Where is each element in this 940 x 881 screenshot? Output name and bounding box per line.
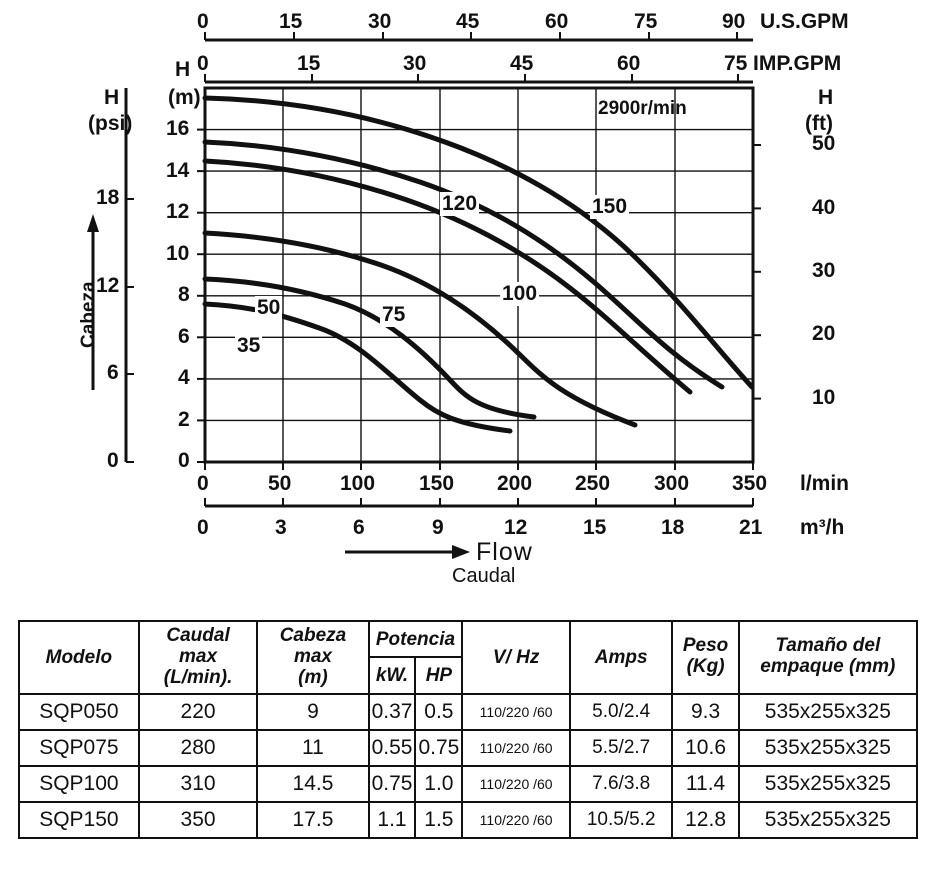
cell-peso: 12.8 <box>672 802 738 838</box>
tick-psi-6: 6 <box>107 361 119 384</box>
tick-lmin-0: 0 <box>197 472 209 495</box>
axis-unit-m3h: m³/h <box>800 516 845 539</box>
axis-title-psi-h: H <box>104 86 120 109</box>
curve-label-150: 150 <box>592 195 628 218</box>
tick-lmin-50: 50 <box>268 472 292 495</box>
cell-cabeza: 9 <box>257 694 368 730</box>
cell-vhz: 110/220 /60 <box>462 694 570 730</box>
axis-title-m-h: H <box>175 58 191 81</box>
cell-vhz: 110/220 /60 <box>462 766 570 802</box>
cell-peso: 11.4 <box>672 766 738 802</box>
tick-usgpm-45: 45 <box>456 10 480 33</box>
tick-m3h-0: 0 <box>197 516 209 539</box>
cell-amps: 5.5/2.7 <box>570 730 673 766</box>
tick-m3h-6: 6 <box>353 516 365 539</box>
cell-hp: 0.75 <box>415 730 462 766</box>
axis-unit-lmin: l/min <box>800 472 850 495</box>
col-cabeza-max-l3: (m) <box>298 666 328 688</box>
tick-m-6: 6 <box>178 325 190 348</box>
cell-caudal: 280 <box>139 730 258 766</box>
col-cabeza-max-l2: max <box>293 645 332 667</box>
tick-usgpm-30: 30 <box>368 10 392 33</box>
cell-amps: 5.0/2.4 <box>570 694 673 730</box>
tick-m-0: 0 <box>178 449 190 472</box>
curve-label-100: 100 <box>502 282 538 305</box>
col-caudal-max-l1: Caudal <box>166 625 230 646</box>
cell-caudal: 350 <box>139 802 258 838</box>
col-potencia: Potencia <box>369 621 463 657</box>
tick-lmin-300: 300 <box>654 472 690 495</box>
tick-impgpm-30: 30 <box>403 52 427 75</box>
tick-m3h-21: 21 <box>739 516 763 539</box>
col-amps: Amps <box>570 621 673 694</box>
tick-usgpm-90: 90 <box>722 10 746 33</box>
cell-caudal: 310 <box>139 766 258 802</box>
flow-label: Flow <box>476 538 533 566</box>
tick-lmin-100: 100 <box>340 472 376 495</box>
tick-usgpm-15: 15 <box>279 10 303 33</box>
tick-m3h-18: 18 <box>661 516 685 539</box>
col-peso-l2: (Kg) <box>686 656 725 678</box>
table-row <box>19 766 917 802</box>
curve-label-35: 35 <box>237 334 261 357</box>
cell-vhz: 110/220 /60 <box>462 802 570 838</box>
cell-amps: 10.5/5.2 <box>570 802 673 838</box>
cell-peso: 10.6 <box>672 730 738 766</box>
cell-kw: 0.75 <box>369 766 416 802</box>
cell-peso: 9.3 <box>672 694 738 730</box>
rpm-badge: 2900r/min <box>598 98 687 119</box>
col-tamano-l2: empaque (mm) <box>760 656 896 678</box>
cell-vhz: 110/220 /60 <box>462 730 570 766</box>
axis-title-ft-h: H <box>818 86 834 109</box>
tick-m3h-15: 15 <box>583 516 607 539</box>
tick-usgpm-60: 60 <box>545 10 569 33</box>
cell-amps: 7.6/3.8 <box>570 766 673 802</box>
curve-label-50: 50 <box>257 296 281 319</box>
table-header <box>19 621 917 694</box>
cell-cabeza: 11 <box>257 730 368 766</box>
col-cabeza-max <box>257 621 368 694</box>
axis-title-ft-unit: (ft) <box>805 112 833 135</box>
col-modelo: Modelo <box>19 621 139 694</box>
cell-tamano: 535x255x325 <box>739 730 917 766</box>
cell-caudal: 220 <box>139 694 258 730</box>
axis-title-psi-unit: (psi) <box>88 112 133 135</box>
table-header-row <box>19 621 917 657</box>
cell-modelo: SQP150 <box>19 802 139 838</box>
tick-lmin-250: 250 <box>575 472 611 495</box>
tick-m3h-12: 12 <box>504 516 528 539</box>
cell-hp: 1.0 <box>415 766 462 802</box>
tick-impgpm-45: 45 <box>510 52 534 75</box>
table-row <box>19 694 917 730</box>
col-hp: HP <box>415 657 462 693</box>
tick-psi-18: 18 <box>96 186 120 209</box>
table-body <box>19 694 917 838</box>
col-caudal-max-l3: (L/min). <box>163 666 233 688</box>
table-row <box>19 802 917 838</box>
tick-ft-40: 40 <box>812 196 836 219</box>
col-peso-l1: Peso <box>682 635 729 657</box>
tick-psi-0: 0 <box>107 449 119 472</box>
tick-ft-50: 50 <box>812 132 836 155</box>
col-tamano <box>739 621 917 694</box>
tick-ft-30: 30 <box>812 259 836 282</box>
tick-lmin-200: 200 <box>497 472 533 495</box>
axis-label-cabeza: Cabeza <box>78 281 99 348</box>
tick-m3h-3: 3 <box>275 516 287 539</box>
axis-unit-usgpm: U.S.GPM <box>760 10 849 33</box>
col-peso <box>672 621 738 694</box>
tick-m-8: 8 <box>178 283 190 306</box>
specifications-table <box>18 620 918 839</box>
tick-impgpm-15: 15 <box>297 52 321 75</box>
tick-m-12: 12 <box>166 200 190 223</box>
col-kw: kW. <box>369 657 416 693</box>
cell-modelo: SQP050 <box>19 694 139 730</box>
cell-hp: 1.5 <box>415 802 462 838</box>
col-cabeza-max-l1: Cabeza <box>279 625 347 646</box>
cell-tamano: 535x255x325 <box>739 802 917 838</box>
cell-tamano: 535x255x325 <box>739 766 917 802</box>
tick-m-2: 2 <box>178 408 190 431</box>
tick-m-14: 14 <box>166 159 190 182</box>
tick-ft-10: 10 <box>812 386 836 409</box>
cell-kw: 0.55 <box>369 730 416 766</box>
cell-cabeza: 14.5 <box>257 766 368 802</box>
axis-title-m-unit: (m) <box>168 86 201 109</box>
tick-m3h-9: 9 <box>432 516 444 539</box>
tick-lmin-150: 150 <box>419 472 455 495</box>
tick-psi-12: 12 <box>96 274 120 297</box>
cell-hp: 0.5 <box>415 694 462 730</box>
tick-usgpm-75: 75 <box>634 10 658 33</box>
cell-cabeza: 17.5 <box>257 802 368 838</box>
table-row <box>19 730 917 766</box>
col-vhz: V/ Hz <box>462 621 570 694</box>
tick-impgpm-0: 0 <box>197 52 209 75</box>
caudal-label: Caudal <box>452 565 516 587</box>
tick-lmin-350: 350 <box>732 472 768 495</box>
col-caudal-max-l2: max <box>179 645 218 667</box>
tick-m-4: 4 <box>178 366 190 389</box>
cell-kw: 0.37 <box>369 694 416 730</box>
tick-m-16: 16 <box>166 117 190 140</box>
cell-modelo: SQP075 <box>19 730 139 766</box>
tick-usgpm-0: 0 <box>197 10 209 33</box>
tick-ft-20: 20 <box>812 322 836 345</box>
col-tamano-l1: Tamaño del <box>775 635 881 657</box>
tick-impgpm-75: 75 <box>724 52 748 75</box>
curve-label-120: 120 <box>442 192 478 215</box>
cell-modelo: SQP100 <box>19 766 139 802</box>
col-caudal-max <box>139 621 258 694</box>
tick-m-10: 10 <box>166 242 190 265</box>
cell-tamano: 535x255x325 <box>739 694 917 730</box>
curve-label-75: 75 <box>382 303 406 326</box>
tick-impgpm-60: 60 <box>617 52 641 75</box>
axis-unit-impgpm: IMP.GPM <box>753 52 842 75</box>
cell-kw: 1.1 <box>369 802 416 838</box>
